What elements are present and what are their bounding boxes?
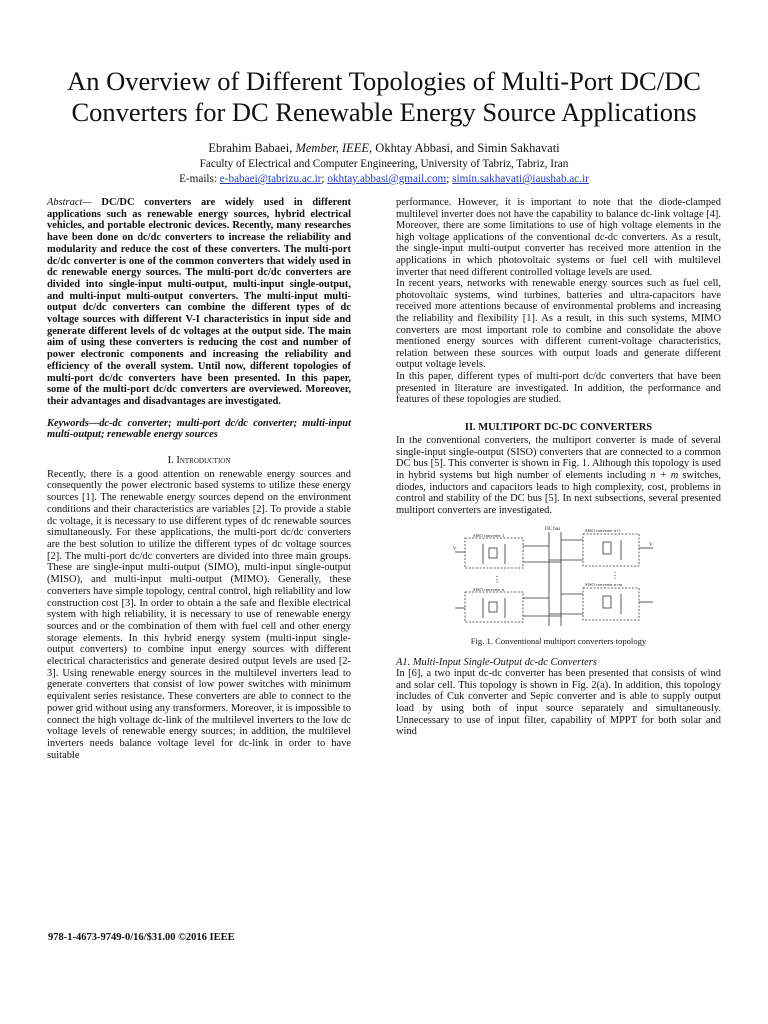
abstract-text: DC/DC converters are widely used in different applications such as renewable energy sources, hybrid electrical vehicles, and portable electronic devices. Recently, many researches have been done on dc/dc converters to increase the reliability and modularity and reduce the cost of these converters. The multi-port dc/dc converter is one of the common converters that widely used in dc renewable energy sources. The multi-port dc/dc converters are divided into single-input multi-output, multi-input single-output, and multi-input multi-output converters. The multi-input multi-output dc/dc converters can combine the different types of dc voltage sources with different V-I characteristics in input side and generate different levels of dc voltages at the output side. The main aim of using these converters is reducing the cost and number of power electronic components and increasing the reliability and efficiency of the overall system. Until now, different topologies of multi-port dc/dc converters have been presented. In this paper, some of the multi-port dc/dc converters are overviewed. Moreover, their advantages and disadvantages are investigated.	[47, 197, 351, 407]
email-link[interactable]: okhtay.abbasi@gmail.com	[327, 173, 447, 185]
svg-text:SISO converter 1: SISO converter 1	[473, 533, 505, 539]
author-name: Ebrahim Babaei,	[208, 141, 293, 155]
author-names-rest: , Okhtay Abbasi, and Simin Sakhavati	[369, 141, 560, 155]
author-membership: Member, IEEE	[295, 141, 370, 155]
left-column	[47, 197, 351, 761]
email-link[interactable]: simin.sakhavati@iaushab.ac.ir	[452, 173, 589, 185]
paper-title: An Overview of Different Topologies of Multi-Port DC/DC Converters for DC Renewable Energy Source Applications	[67, 66, 701, 127]
figure-1-diagram	[453, 526, 663, 626]
keywords: Keywords—dc-dc converter; multi-port dc/dc converter; multi-input multi-output; renewable energy sources	[47, 417, 351, 441]
intro-paragraph: Recently, there is a good attention on renewable energy sources and consequently the power electronic based systems to utilize these energy sources [1]. The renewable energy sources depend on the environment conditions and their characteristics are variables [2]. To provide a stable dc voltage, it is necessary to use different types of dc renewable sources simultaneously. For these applications, the multi-port dc/dc converters are the best solution to utilize the different types of dc voltage sources [2]. The multi-port dc/dc converters are divided into three main groups. These are single-input multi-output (SIMO), multi-input single-output (MISO), and multi-input multi-output (MIMO). Generally, these converters have simple topology, central control, high reliability and low construction cost [3]. In order to obtain a the safe and flexible electrical system with high reliability, it is necessary to use of renewable energy sources and or the combination of them with fuel cell and other energy storage elements. In this hybrid energy system (multi-input single-output converters) to combine input energy sources with different electrical characteristics and generate desired output levels are used [2-3]. Using renewable energy sources in the multilevel inverters lead to generate converters that consist of low power switches with minimum equivalent series resistance. These converters are able to connect to the power grid without using any transformers. Moreover, it is impossible to connect the high voltage dc-link of the multilevel inverters to the low dc voltage levels of renewable energy sources; in addition, the multilevel inverters needs balance voltage level for dc-link in order to have suitable	[47, 468, 351, 761]
email-prefix: E-mails:	[179, 173, 217, 185]
copyright-footer: 978-1-4673-9749-0/16/$31.00 ©2016 IEEE	[48, 932, 235, 943]
email-line: E-mails: e-babaei@tabrizu.ac.ir; okhtay.abbasi@gmail.com; simin.sakhavati@iaushab.ac.ir	[179, 173, 589, 185]
paragraph: In recent years, networks with renewable energy sources such as fuel cell, photovoltaic systems, wind turbines, batteries and ultra-capacitors have received more attentions because of environmental problems and increasing the reliability and flexibility [1]. As a result, in this such systems, MIMO converters are most important role to combine and consolidate the above mentioned energy sources with different current-voltage characteristics, relation between these sources with output loads and generate different output voltage levels.	[396, 278, 721, 371]
email-link[interactable]: e-babaei@tabrizu.ac.ir	[219, 173, 322, 185]
svg-text:DC bus: DC bus	[545, 527, 561, 533]
paragraph: In [6], a two input dc-dc converter has been presented that consists of wind and solar cell. This topology is shown in Fig. 2(a). In addition, this topology includes of Cuk converter and Sepic converter and is able to supply output load by using both of input source separately and simultaneously. Unnecessary to use of input filter, capability of MPPT for both solar and wind	[396, 668, 721, 738]
author-line	[0, 140, 768, 156]
right-column	[396, 197, 721, 738]
section-heading-introduction: I. Introduction	[167, 455, 231, 467]
paragraph: performance. However, it is important to note that the diode-clamped multilevel inverter does not have the capability to balance dc-link voltage [4]. Moreover, there are some limitations to use of high voltage elements in the high voltage applications of the conventional dc-dc converters. As a result, the single-input multi-output converter has received more attention in the applications in which photovoltaic systems or fuel cell with multilevel inverter that need different controlled voltage levels are used.	[396, 197, 721, 278]
svg-text:SISO converter n+1: SISO converter n+1	[585, 528, 622, 534]
svg-text:V: V	[453, 547, 457, 553]
svg-text:V: V	[649, 543, 653, 549]
abstract	[47, 197, 351, 408]
svg-text:⋮: ⋮	[611, 571, 619, 581]
svg-text:SISO converter n: SISO converter n	[473, 587, 505, 593]
svg-text:⋮: ⋮	[493, 575, 501, 585]
subsection-heading: A1. Multi-Input Single-Output dc-dc Converters	[396, 656, 597, 668]
paragraph: In the conventional converters, the multiport converter is made of several single-input single-output (SISO) converters that are connected to a common DC bus [5]. This converter is shown in Fig. 1. Although this topology is used in hybrid systems but high number of elements including n + m switches, diodes, inductors and capacitors leads to high complexity, cost, problems in control and stability of the DC bus [5]. In next subsections, several presented multiport converters are investigated.	[396, 435, 721, 516]
math-n-plus-m: n + m	[650, 470, 679, 482]
svg-text:SISO converter n+m: SISO converter n+m	[585, 582, 623, 588]
figure-1-caption: Fig. 1. Conventional multiport converters topology	[470, 636, 647, 647]
abstract-label: Abstract—	[47, 197, 92, 208]
paragraph: In this paper, different types of multi-port dc/dc converters that have been presented in literature are investigated. In addition, the performance and features of these topologies are studied.	[396, 370, 721, 406]
section-heading-multiport: II. MULTIPORT DC-DC CONVERTERS	[464, 421, 653, 433]
affiliation: Faculty of Electrical and Computer Engineering, University of Tabriz, Tabriz, Iran	[199, 158, 569, 170]
